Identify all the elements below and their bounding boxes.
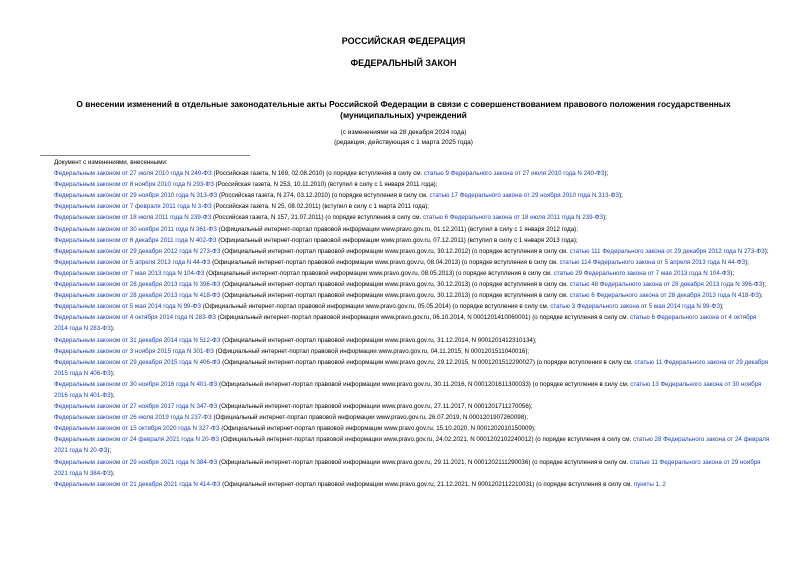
amendment-item (40, 290, 770, 301)
amendment-item (40, 312, 770, 334)
item-tail: ); (107, 447, 112, 455)
amending-law-link[interactable]: Федеральным законом от 24 февраля 2021 года N 20-ФЗ (54, 436, 220, 444)
article-reference-link[interactable]: статью 111 Федерального закона от 29 декабря 2012 года N 273-ФЗ (569, 247, 765, 255)
amendment-item (40, 346, 770, 357)
publication-details: (Российская газета, N 253, 10.11.2010) (вступил в силу с 1 января 2011 года); (213, 181, 438, 189)
item-tail: ); (110, 369, 115, 377)
amending-law-link[interactable]: Федеральным законом от 27 ноября 2017 года N 347-ФЗ (54, 403, 218, 411)
country-heading: РОССИЙСКАЯ ФЕДЕРАЦИЯ (341, 36, 466, 46)
amending-law-link[interactable]: Федеральным законом от 5 апреля 2013 года N 44-ФЗ (54, 258, 211, 266)
publication-details: (Официальный интернет-портал правовой информации www.pravo.gov.ru, 21.12.2021, N 0001202112210031) (о порядке вступления в силу см. (220, 480, 634, 488)
item-tail: ); (745, 258, 749, 266)
publication-details: (Официальный интернет-портал правовой информации www.pravo.gov.ru, 08.05.2013) (о порядке вступления в силу см. (204, 269, 554, 277)
amendment-item (40, 335, 770, 346)
item-tail: ); (110, 325, 115, 333)
amending-law-link[interactable]: Федеральным законом от 6 декабря 2011 года N 402-ФЗ (54, 236, 217, 244)
publication-details: (Официальный интернет-портал правовой информации www.pravo.gov.ru, 15.10.2020, N 0001202010150009); (219, 425, 536, 433)
amendment-item (40, 201, 770, 212)
amendment-item (40, 401, 770, 412)
amendments-items (40, 168, 770, 490)
amendment-item (40, 212, 770, 223)
edition-note: (редакция, действующая с 1 марта 2025 года) (334, 139, 473, 146)
amending-law-link[interactable]: Федеральным законом от 7 мая 2013 года N 104-ФЗ (54, 269, 205, 277)
amendment-item (40, 168, 770, 179)
publication-details: (Официальный интернет-портал правовой информации www.pravo.gov.ru, 05.05.2014) (о порядке вступления в силу см. (200, 303, 551, 311)
publication-details: (Российская газета, N 157, 21.07.2011) (о порядке вступления в силу см. (211, 214, 423, 222)
amendment-item (40, 190, 770, 201)
amending-law-link[interactable]: Федеральным законом от 30 ноября 2011 года N 361-ФЗ (54, 225, 217, 233)
amending-law-link[interactable]: Федеральным законом от 31 декабря 2014 года N 512-ФЗ (54, 336, 221, 344)
publication-details: (Официальный интернет-портал правовой информации www.pravo.gov.ru, 29.12.2015, N 0001201512290027) (о порядке вступления в силу см. (220, 358, 635, 366)
item-tail: ); (758, 292, 763, 300)
amendment-item (40, 235, 770, 246)
article-reference-link[interactable]: пункты 1, 2 (633, 480, 666, 488)
document-title: О внесении изменений в отдельные законодательные акты Российской Федерации в связи с совершенствованием правового положения государственных (муниципальных) учреждений (76, 99, 731, 120)
item-tail: ); (604, 170, 609, 178)
edition-info (0, 128, 807, 148)
publication-details: (Официальный интернет-портал правовой информации www.pravo.gov.ru, 24.02.2021, N 0001202102240012) (о порядке вступления в силу см. (219, 436, 633, 444)
amendment-item (40, 257, 770, 268)
article-reference-link[interactable]: статью 48 Федерального закона от 28 декабря 2013 года N 396-ФЗ (569, 281, 763, 289)
publication-details: (Официальный интернет-портал правовой информации www.pravo.gov.ru, 04.11.2015, N 0001201511040016); (213, 347, 530, 355)
amendment-item (40, 457, 770, 479)
amendment-item (40, 268, 770, 279)
amending-law-link[interactable]: Федеральным законом от 4 октября 2014 года N 283-ФЗ (54, 314, 217, 322)
amendment-item (40, 423, 770, 434)
amending-law-link[interactable]: Федеральным законом от 8 ноября 2010 года N 293-ФЗ (54, 181, 214, 189)
publication-details: (Официальный интернет-портал правовой информации www.pravo.gov.ru, 01.12.2011) (вступил в силу с 1 января 2012 года); (216, 225, 578, 233)
publication-details: (Российская газета, N 274, 03.12.2010) (о порядке вступления в силу см. (217, 192, 430, 200)
divider (40, 155, 250, 156)
publication-details: (Официальный интернет-портал правовой информации www.pravo.gov.ru, 29.11.2021, N 0001202111290036) (о порядке вступления в силу см. (217, 458, 630, 466)
publication-details: (Официальный интернет-портал правовой информации www.pravo.gov.ru, 06.10.2014, N 0001201410060001) (о порядке вступления в силу см. (216, 314, 630, 322)
publication-details: (Официальный интернет-портал правовой информации www.pravo.gov.ru, 27.11.2017, N 0001201711270056); (217, 403, 533, 411)
amendment-item (40, 179, 770, 190)
item-tail: ); (730, 269, 735, 277)
amendments-list (40, 157, 770, 490)
article-reference-link[interactable]: статью 6 Федерального закона от 4 октября 2014 года N 283-ФЗ (54, 314, 757, 333)
amending-law-link[interactable]: Федеральным законом от 29 декабря 2015 года N 406-ФЗ (54, 358, 221, 366)
amending-law-link[interactable]: Федеральным законом от 26 июля 2019 года N 237-ФЗ (54, 414, 212, 422)
amending-law-link[interactable]: Федеральным законом от 29 декабря 2012 года N 273-ФЗ (54, 247, 221, 255)
publication-details: (Официальный интернет-портал правовой информации www.pravo.gov.ru, 08.04.2013) (о порядке вступления в силу см. (210, 258, 560, 266)
article-reference-link[interactable]: статью 11 Федерального закона от 29 ноября 2021 года N 384-ФЗ (54, 458, 761, 477)
document-kind-heading: ФЕДЕРАЛЬНЫЙ ЗАКОН (350, 58, 457, 68)
changes-note: (с изменениями на 28 декабря 2024 года) (340, 129, 467, 136)
publication-details: (Российская газета, N 169, 02.08.2010) (о порядке вступления в силу см. (211, 170, 424, 178)
item-tail: ); (603, 214, 607, 222)
amending-law-link[interactable]: Федеральным законом от 28 декабря 2013 года N 396-ФЗ (54, 281, 221, 289)
article-reference-link[interactable]: статью 17 Федерального закона от 29 ноября 2010 года N 313-ФЗ (429, 192, 619, 200)
amending-law-link[interactable]: Федеральным законом от 28 декабря 2013 года N 418-ФЗ (54, 292, 221, 300)
article-reference-link[interactable]: статью 6 Федерального закона от 28 декабря 2013 года N 418-ФЗ (569, 292, 759, 300)
item-tail: ); (762, 281, 767, 289)
article-reference-link[interactable]: статью 6 Федерального закона от 18 июля 2011 года N 239-ФЗ (422, 214, 604, 222)
item-tail: ); (110, 469, 115, 477)
amending-law-link[interactable]: Федеральным законом от 15 октября 2020 года N 327-ФЗ (54, 425, 220, 433)
publication-details: (Российская газета, N 25, 08.02.2011) (вступил в силу с 1 марта 2011 года); (211, 203, 429, 211)
amendment-item (40, 224, 770, 235)
article-reference-link[interactable]: статью 3 Федерального закона от 5 мая 2014 года N 99-ФЗ (550, 303, 720, 311)
article-reference-link[interactable]: статью 29 Федерального закона от 7 мая 2013 года N 104-ФЗ (553, 269, 731, 277)
amending-law-link[interactable]: Федеральным законом от 5 мая 2014 года N 99-ФЗ (54, 303, 201, 311)
item-tail: ); (110, 391, 115, 399)
item-tail: ); (619, 192, 623, 200)
amending-law-link[interactable]: Федеральным законом от 3 ноября 2015 года N 301-ФЗ (54, 347, 214, 355)
publication-details: (Официальный интернет-портал правовой информации www.pravo.gov.ru, 30.12.2013) (о порядке вступления в силу см. (220, 281, 570, 289)
amendment-item (40, 279, 770, 290)
amending-law-link[interactable]: Федеральным законом от 29 ноября 2010 года N 313-ФЗ (54, 192, 218, 200)
amending-law-link[interactable]: Федеральным законом от 18 июля 2011 года N 239-ФЗ (54, 214, 212, 222)
amendment-item (40, 379, 770, 401)
item-tail: ); (719, 303, 724, 311)
amending-law-link[interactable]: Федеральным законом от 27 июля 2010 года N 240-ФЗ (54, 170, 212, 178)
amendments-intro: Документ с изменениями, внесенными: (54, 159, 168, 166)
publication-details: (Официальный интернет-портал правовой информации www.pravo.gov.ru, 07.12.2011) (вступил в силу с 1 января 2013 года); (216, 236, 578, 244)
publication-details: (Официальный интернет-портал правовой информации www.pravo.gov.ru, 30.12.2012) (о порядке вступления в силу см. (220, 247, 570, 255)
amendment-item (40, 357, 770, 379)
publication-details: (Официальный интернет-портал правовой информации www.pravo.gov.ru, 30.11.2016, N 0001201611300033) (о порядке вступления в силу см. (217, 380, 631, 388)
article-reference-link[interactable]: статью 9 Федерального закона от 27 июля 2010 года N 240-ФЗ (423, 170, 605, 178)
article-reference-link[interactable]: статью 28 Федерального закона от 24 февраля 2021 года N 20-ФЗ (54, 436, 770, 455)
amending-law-link[interactable]: Федеральным законом от 30 ноября 2016 года N 401-ФЗ (54, 380, 218, 388)
amendment-item (40, 301, 770, 312)
article-reference-link[interactable]: статью 13 Федерального закона от 30 ноября 2016 года N 401-ФЗ (54, 380, 762, 399)
amending-law-link[interactable]: Федеральным законом от 29 ноября 2021 года N 384-ФЗ (54, 458, 218, 466)
publication-details: (Официальный интернет-портал правовой информации www.pravo.gov.ru, 26.07.2019, N 0001201907260098); (211, 414, 528, 422)
amending-law-link[interactable]: Федеральным законом от 21 декабря 2021 года N 414-ФЗ (54, 480, 221, 488)
publication-details: (Официальный интернет-портал правовой информации www.pravo.gov.ru, 31.12.2014, N 0001201412310134); (220, 336, 537, 344)
publication-details: (Официальный интернет-портал правовой информации www.pravo.gov.ru, 30.12.2013) (о порядке вступления в силу см. (220, 292, 570, 300)
item-tail: ); (764, 247, 769, 255)
amending-law-link[interactable]: Федеральным законом от 7 февраля 2011 года N 3-ФЗ (54, 203, 212, 211)
article-reference-link[interactable]: статью 114 Федерального закона от 5 апреля 2013 года N 44-ФЗ (559, 258, 746, 266)
amendment-item (40, 246, 770, 257)
amendment-item (40, 479, 770, 490)
amendment-item (40, 412, 770, 423)
article-reference-link[interactable]: статью 11 Федерального закона от 29 декабря 2015 года N 406-ФЗ (54, 358, 769, 377)
amendment-item (40, 434, 770, 456)
